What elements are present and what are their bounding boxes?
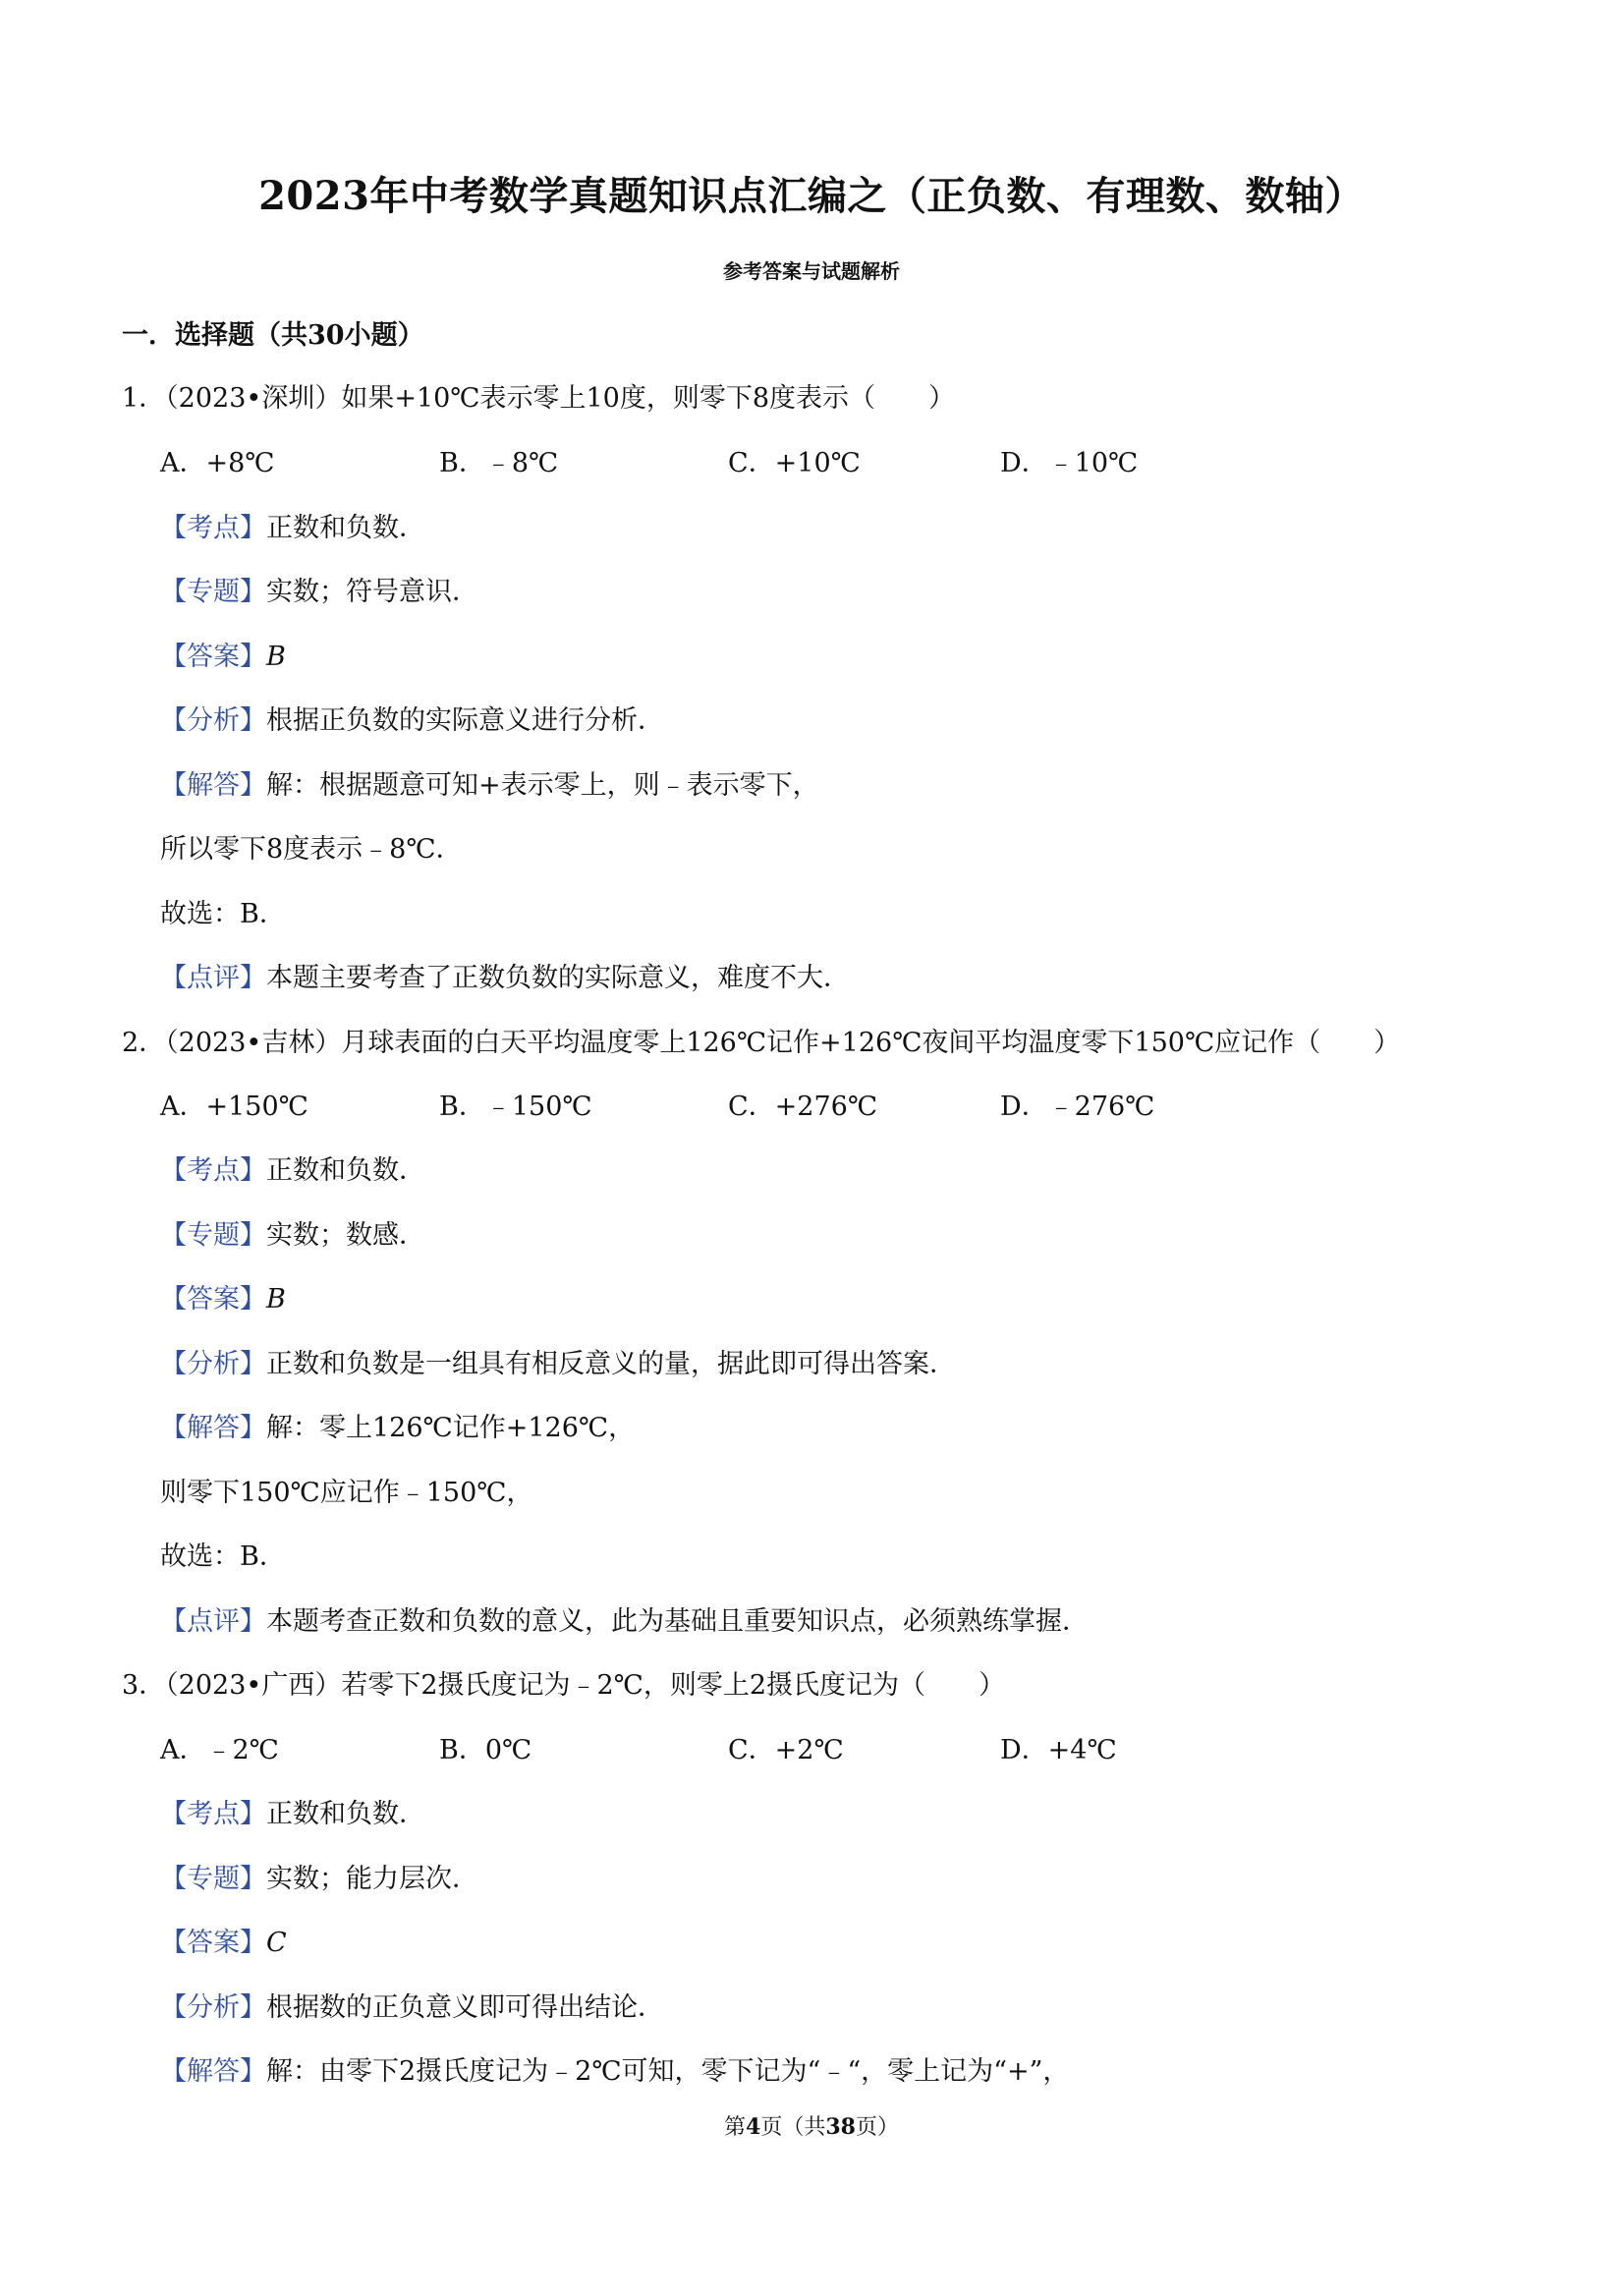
kaodian-text: 正数和负数． <box>266 1155 425 1186</box>
daan-tag: 【答案】 <box>160 1284 266 1315</box>
document-subtitle: 参考答案与试题解析 <box>723 259 900 283</box>
kaodian-tag: 【考点】 <box>160 513 266 543</box>
question-1-kaodian <box>160 509 425 548</box>
fenxi-text: 正数和负数是一组具有相反意义的量，据此即可得出答案． <box>266 1349 956 1379</box>
question-3-jieda <box>160 2052 1069 2092</box>
question-1-jieda-line-1: 所以零下8度表示﹣8℃． <box>160 834 463 865</box>
question-2-option-a: A．+150℃ <box>160 1092 308 1122</box>
jieda-tag: 【解答】 <box>160 1413 266 1443</box>
jieda-text: 解：零上126℃记作+126℃， <box>266 1413 636 1443</box>
zhuanti-tag: 【专题】 <box>160 577 266 607</box>
question-1-option-d: D．﹣10℃ <box>1000 448 1139 478</box>
question-2-jieda <box>160 1409 635 1448</box>
question-1-jieda <box>160 766 819 806</box>
dianping-tag: 【点评】 <box>160 963 266 993</box>
question-2-zhuanti <box>160 1216 425 1256</box>
fenxi-tag: 【分析】 <box>160 705 266 736</box>
question-2-jieda-line-1: 则零下150℃应记作﹣150℃， <box>160 1478 533 1508</box>
footer-total-pages: 38 <box>825 2114 856 2140</box>
kaodian-text: 正数和负数． <box>266 513 425 543</box>
fenxi-text: 根据正负数的实际意义进行分析． <box>266 705 664 736</box>
daan-tag: 【答案】 <box>160 642 266 672</box>
question-1-zhuanti <box>160 573 478 612</box>
question-1-daan <box>160 638 286 677</box>
document-title: 2023年中考数学真题知识点汇编之（正负数、有理数、数轴） <box>258 173 1365 219</box>
zhuanti-tag: 【专题】 <box>160 1864 266 1894</box>
dianping-text: 本题主要考查了正数负数的实际意义，难度不大． <box>266 963 850 993</box>
jieda-text: 解：根据题意可知+表示零上，则﹣表示零下， <box>266 770 819 801</box>
question-3-daan <box>160 1924 287 1963</box>
question-1-jieda-line-2: 故选：B． <box>160 899 286 929</box>
zhuanti-text: 实数；能力层次． <box>266 1864 478 1894</box>
kaodian-tag: 【考点】 <box>160 1155 266 1186</box>
question-3-option-a: A．﹣2℃ <box>160 1735 279 1765</box>
question-1-option-c: C．+10℃ <box>728 448 861 478</box>
fenxi-tag: 【分析】 <box>160 1992 266 2023</box>
daan-text: B <box>266 1284 286 1315</box>
question-3-option-c: C．+2℃ <box>728 1735 844 1765</box>
question-1-stem: 1．（2023•深圳）如果+10℃表示零上10度，则零下8度表示（ ） <box>122 383 956 414</box>
dianping-tag: 【点评】 <box>160 1606 266 1637</box>
zhuanti-text: 实数；符号意识． <box>266 577 478 607</box>
zhuanti-text: 实数；数感． <box>266 1220 425 1251</box>
jieda-text: 解：由零下2摄氏度记为﹣2℃可知，零下记为“﹣“，零上记为“+”， <box>266 2056 1070 2087</box>
question-3-kaodian <box>160 1795 425 1834</box>
question-2-option-d: D．﹣276℃ <box>1000 1092 1155 1122</box>
question-3-option-d: D．+4℃ <box>1000 1735 1117 1765</box>
fenxi-tag: 【分析】 <box>160 1349 266 1379</box>
question-2-option-b: B．﹣150℃ <box>439 1092 592 1122</box>
section-heading: 一．选择题（共30小题） <box>122 320 424 351</box>
question-3-stem: 3．（2023•广西）若零下2摄氏度记为﹣2℃，则零上2摄氏度记为（ ） <box>122 1670 1006 1701</box>
question-2-fenxi <box>160 1345 956 1384</box>
question-2-dianping <box>160 1602 1089 1642</box>
dianping-text: 本题考查正数和负数的意义，此为基础且重要知识点，必须熟练掌握． <box>266 1606 1089 1637</box>
footer-page-number: 4 <box>746 2114 761 2140</box>
page-footer <box>0 2110 1623 2141</box>
daan-tag: 【答案】 <box>160 1928 266 1958</box>
kaodian-tag: 【考点】 <box>160 1799 266 1829</box>
fenxi-text: 根据数的正负意义即可得出结论． <box>266 1992 664 2023</box>
footer-post: 页） <box>855 2115 899 2140</box>
question-2-jieda-line-2: 故选：B． <box>160 1541 286 1572</box>
jieda-tag: 【解答】 <box>160 2056 266 2087</box>
question-2-option-c: C．+276℃ <box>728 1092 878 1122</box>
question-3-zhuanti <box>160 1860 478 1899</box>
daan-text: C <box>266 1928 287 1958</box>
daan-text: B <box>266 642 286 672</box>
footer-mid: 页（共 <box>760 2115 826 2140</box>
question-3-option-b: B．0℃ <box>439 1735 532 1765</box>
zhuanti-tag: 【专题】 <box>160 1220 266 1251</box>
jieda-tag: 【解答】 <box>160 770 266 801</box>
question-1-fenxi <box>160 701 664 741</box>
question-1-option-b: B．﹣8℃ <box>439 448 559 478</box>
question-1-option-a: A．+8℃ <box>160 448 275 478</box>
question-2-stem: 2．（2023•吉林）月球表面的白天平均温度零上126℃记作+126℃夜间平均温度零下150℃应记作（ ） <box>122 1028 1401 1058</box>
question-2-daan <box>160 1280 286 1319</box>
question-1-dianping <box>160 959 850 998</box>
question-3-fenxi <box>160 1988 664 2028</box>
kaodian-text: 正数和负数． <box>266 1799 425 1829</box>
footer-pre: 第 <box>724 2115 747 2140</box>
question-2-kaodian <box>160 1151 425 1191</box>
